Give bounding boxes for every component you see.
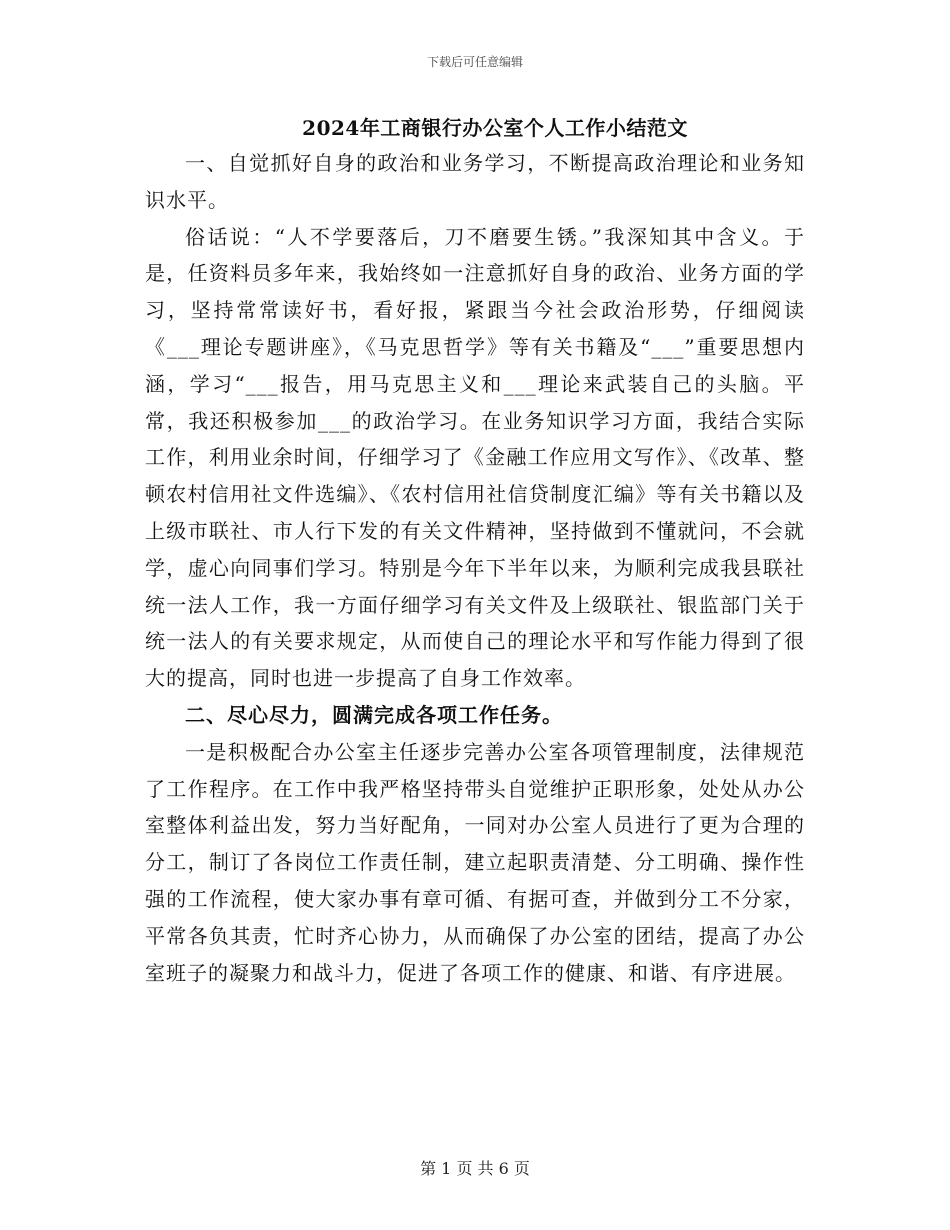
document-title: 2024年工商银行办公室个人工作小结范文 [302, 116, 688, 140]
body-paragraph-study: 俗话说：“人不学要落后，刀不磨要生锈。”我深知其中含义。于是，任资料员多年来，我始终如一注意抓好自身的政治、业务方面的学习，坚持常常读好书，看好报，紧跟当今社会政治形势，仔细阅读《___理论专题讲座》，《马克思哲学》等有关书籍及“___”重要思想内涵，学习“___报告，用马克思主义和___理论来武装自己的头脑。平常，我还积极参加___的政治学习。在业务知识学习方面，我结合实际工作，利用业余时间，仔细学习了《金融工作应用文写作》、《改革、整顿农村信用社文件选编》、《农村信用社信贷制度汇编》等有关书籍以及上级市联社、市人行下发的有关文件精神，坚持做到不懂就问，不会就学，虚心向同事们学习。特别是今年下半年以来，为顺利完成我县联社统一法人工作，我一方面仔细学习有关文件及上级联社、银监部门关于统一法人的有关要求规定，从而使自己的理论水平和写作能力得到了很大的提高，同时也进一步提高了自身工作效率。 [145, 224, 805, 691]
section-two-heading: 二、尽心尽力，圆满完成各项工作任务。 [185, 702, 563, 727]
page-number-footer: 第 1 页 共 6 页 [420, 1159, 530, 1178]
header-download-note: 下载后可任意编辑 [426, 55, 523, 69]
section-one-heading-paragraph: 一、自觉抓好自身的政治和业务学习，不断提高政治理论和业务知识水平。 [145, 151, 805, 212]
body-paragraph-office-management: 一是积极配合办公室主任逐步完善办公室各项管理制度，法律规范了工作程序。在工作中我严格坚持带头自觉维护正职形象，处处从办公室整体利益出发，努力当好配角，一同对办公室人员进行了更为合理的分工，制订了各岗位工作责任制，建立起职责清楚、分工明确、操作性强的工作流程，使大家办事有章可循、有据可查，并做到分工不分家，平常各负其责，忙时齐心协力，从而确保了办公室的团结，提高了办公室班子的凝聚力和战斗力，促进了各项工作的健康、和谐、有序进展。 [145, 739, 805, 985]
document-body [145, 145, 805, 991]
